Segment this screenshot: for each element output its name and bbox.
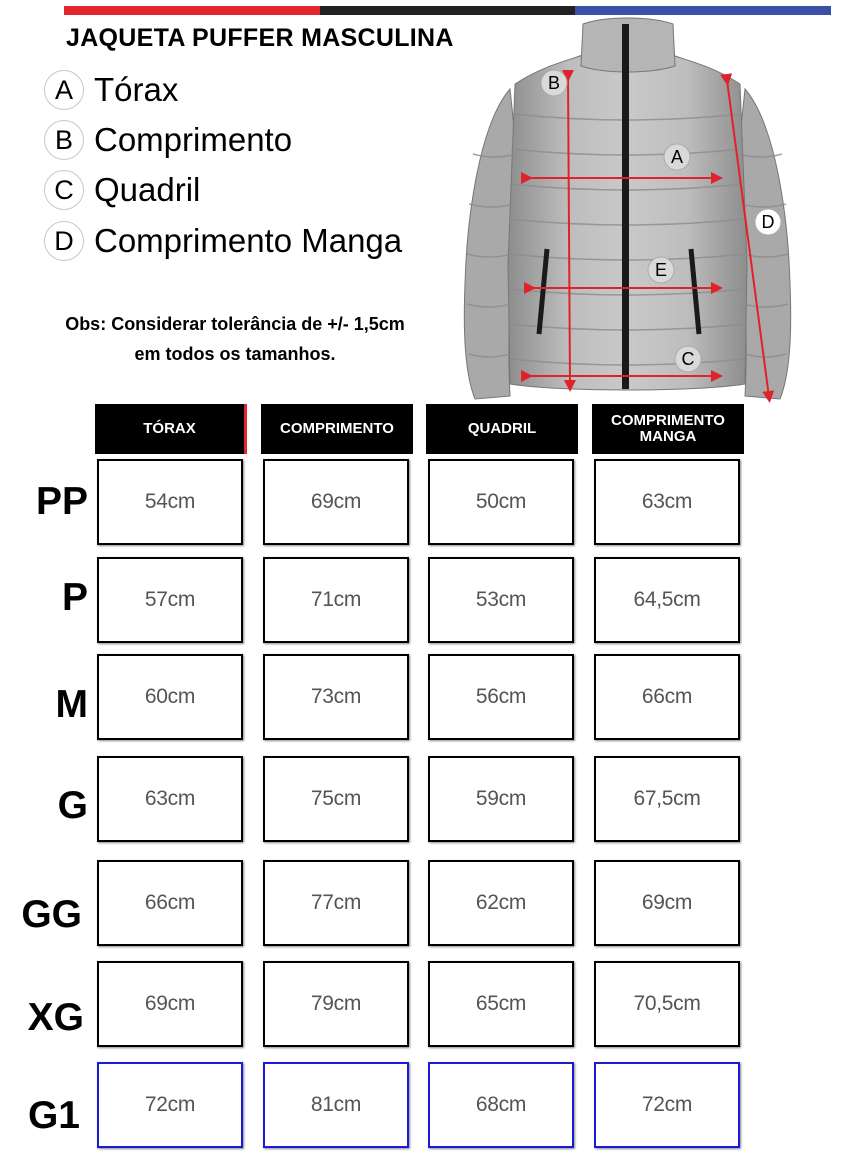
table-cell: 69cm xyxy=(594,860,740,946)
table-cell: 73cm xyxy=(263,654,409,740)
table-cell: 63cm xyxy=(97,756,243,842)
size-label: XG xyxy=(27,996,84,1039)
size-label: M xyxy=(55,683,88,726)
size-label: P xyxy=(61,576,88,619)
size-label: G1 xyxy=(27,1094,80,1137)
marker-a: A xyxy=(670,147,684,167)
zipper xyxy=(622,24,629,389)
legend-letter: B xyxy=(44,120,84,160)
table-cell: 63cm xyxy=(594,459,740,545)
color-bar-red xyxy=(64,6,320,15)
table-cell: 65cm xyxy=(428,961,574,1047)
marker-c: C xyxy=(681,349,695,369)
table-cell: 66cm xyxy=(97,860,243,946)
marker-b: B xyxy=(547,73,561,93)
legend-label: Comprimento Manga xyxy=(94,222,403,259)
legend-label: Quadril xyxy=(94,171,201,208)
table-cell: 81cm xyxy=(263,1062,409,1148)
table-cell: 77cm xyxy=(263,860,409,946)
table-cell: 71cm xyxy=(263,557,409,643)
legend-item-c xyxy=(44,170,200,210)
header-torax: TÓRAX xyxy=(95,404,247,454)
table-cell: 72cm xyxy=(97,1062,243,1148)
size-label: PP xyxy=(35,480,88,523)
table-cell: 62cm xyxy=(428,860,574,946)
table-cell: 59cm xyxy=(428,756,574,842)
legend-label: Tórax xyxy=(94,71,179,108)
legend-letter: A xyxy=(44,70,84,110)
legend-item-b xyxy=(44,120,292,160)
table-cell: 69cm xyxy=(263,459,409,545)
jacket-diagram xyxy=(455,14,800,404)
table-cell: 57cm xyxy=(97,557,243,643)
page-title: JAQUETA PUFFER MASCULINA xyxy=(66,24,454,52)
size-label: GG xyxy=(21,893,82,936)
header-comprimento: COMPRIMENTO xyxy=(261,404,413,454)
tolerance-note-line1: Obs: Considerar tolerância de +/- 1,5cm xyxy=(65,314,405,334)
table-cell: 79cm xyxy=(263,961,409,1047)
legend-letter: C xyxy=(44,170,84,210)
table-cell: 72cm xyxy=(594,1062,740,1148)
marker-e: E xyxy=(654,260,668,280)
marker-d: D xyxy=(761,212,775,232)
table-cell: 56cm xyxy=(428,654,574,740)
table-cell: 70,5cm xyxy=(594,961,740,1047)
table-cell: 75cm xyxy=(263,756,409,842)
legend-item-d xyxy=(44,221,402,261)
table-cell: 68cm xyxy=(428,1062,574,1148)
size-label: G xyxy=(57,784,88,827)
legend-label: Comprimento xyxy=(94,121,293,158)
tolerance-note-line2: em todos os tamanhos. xyxy=(134,344,336,364)
legend-item-a xyxy=(44,70,178,110)
table-cell: 54cm xyxy=(97,459,243,545)
table-cell: 67,5cm xyxy=(594,756,740,842)
table-cell: 64,5cm xyxy=(594,557,740,643)
table-cell: 69cm xyxy=(97,961,243,1047)
table-cell: 66cm xyxy=(594,654,740,740)
legend-letter: D xyxy=(44,221,84,261)
table-cell: 50cm xyxy=(428,459,574,545)
table-cell: 60cm xyxy=(97,654,243,740)
table-cell: 53cm xyxy=(428,557,574,643)
header-quadril: QUADRIL xyxy=(426,404,578,454)
header-comprimento-manga: COMPRIMENTO MANGA xyxy=(592,404,744,454)
